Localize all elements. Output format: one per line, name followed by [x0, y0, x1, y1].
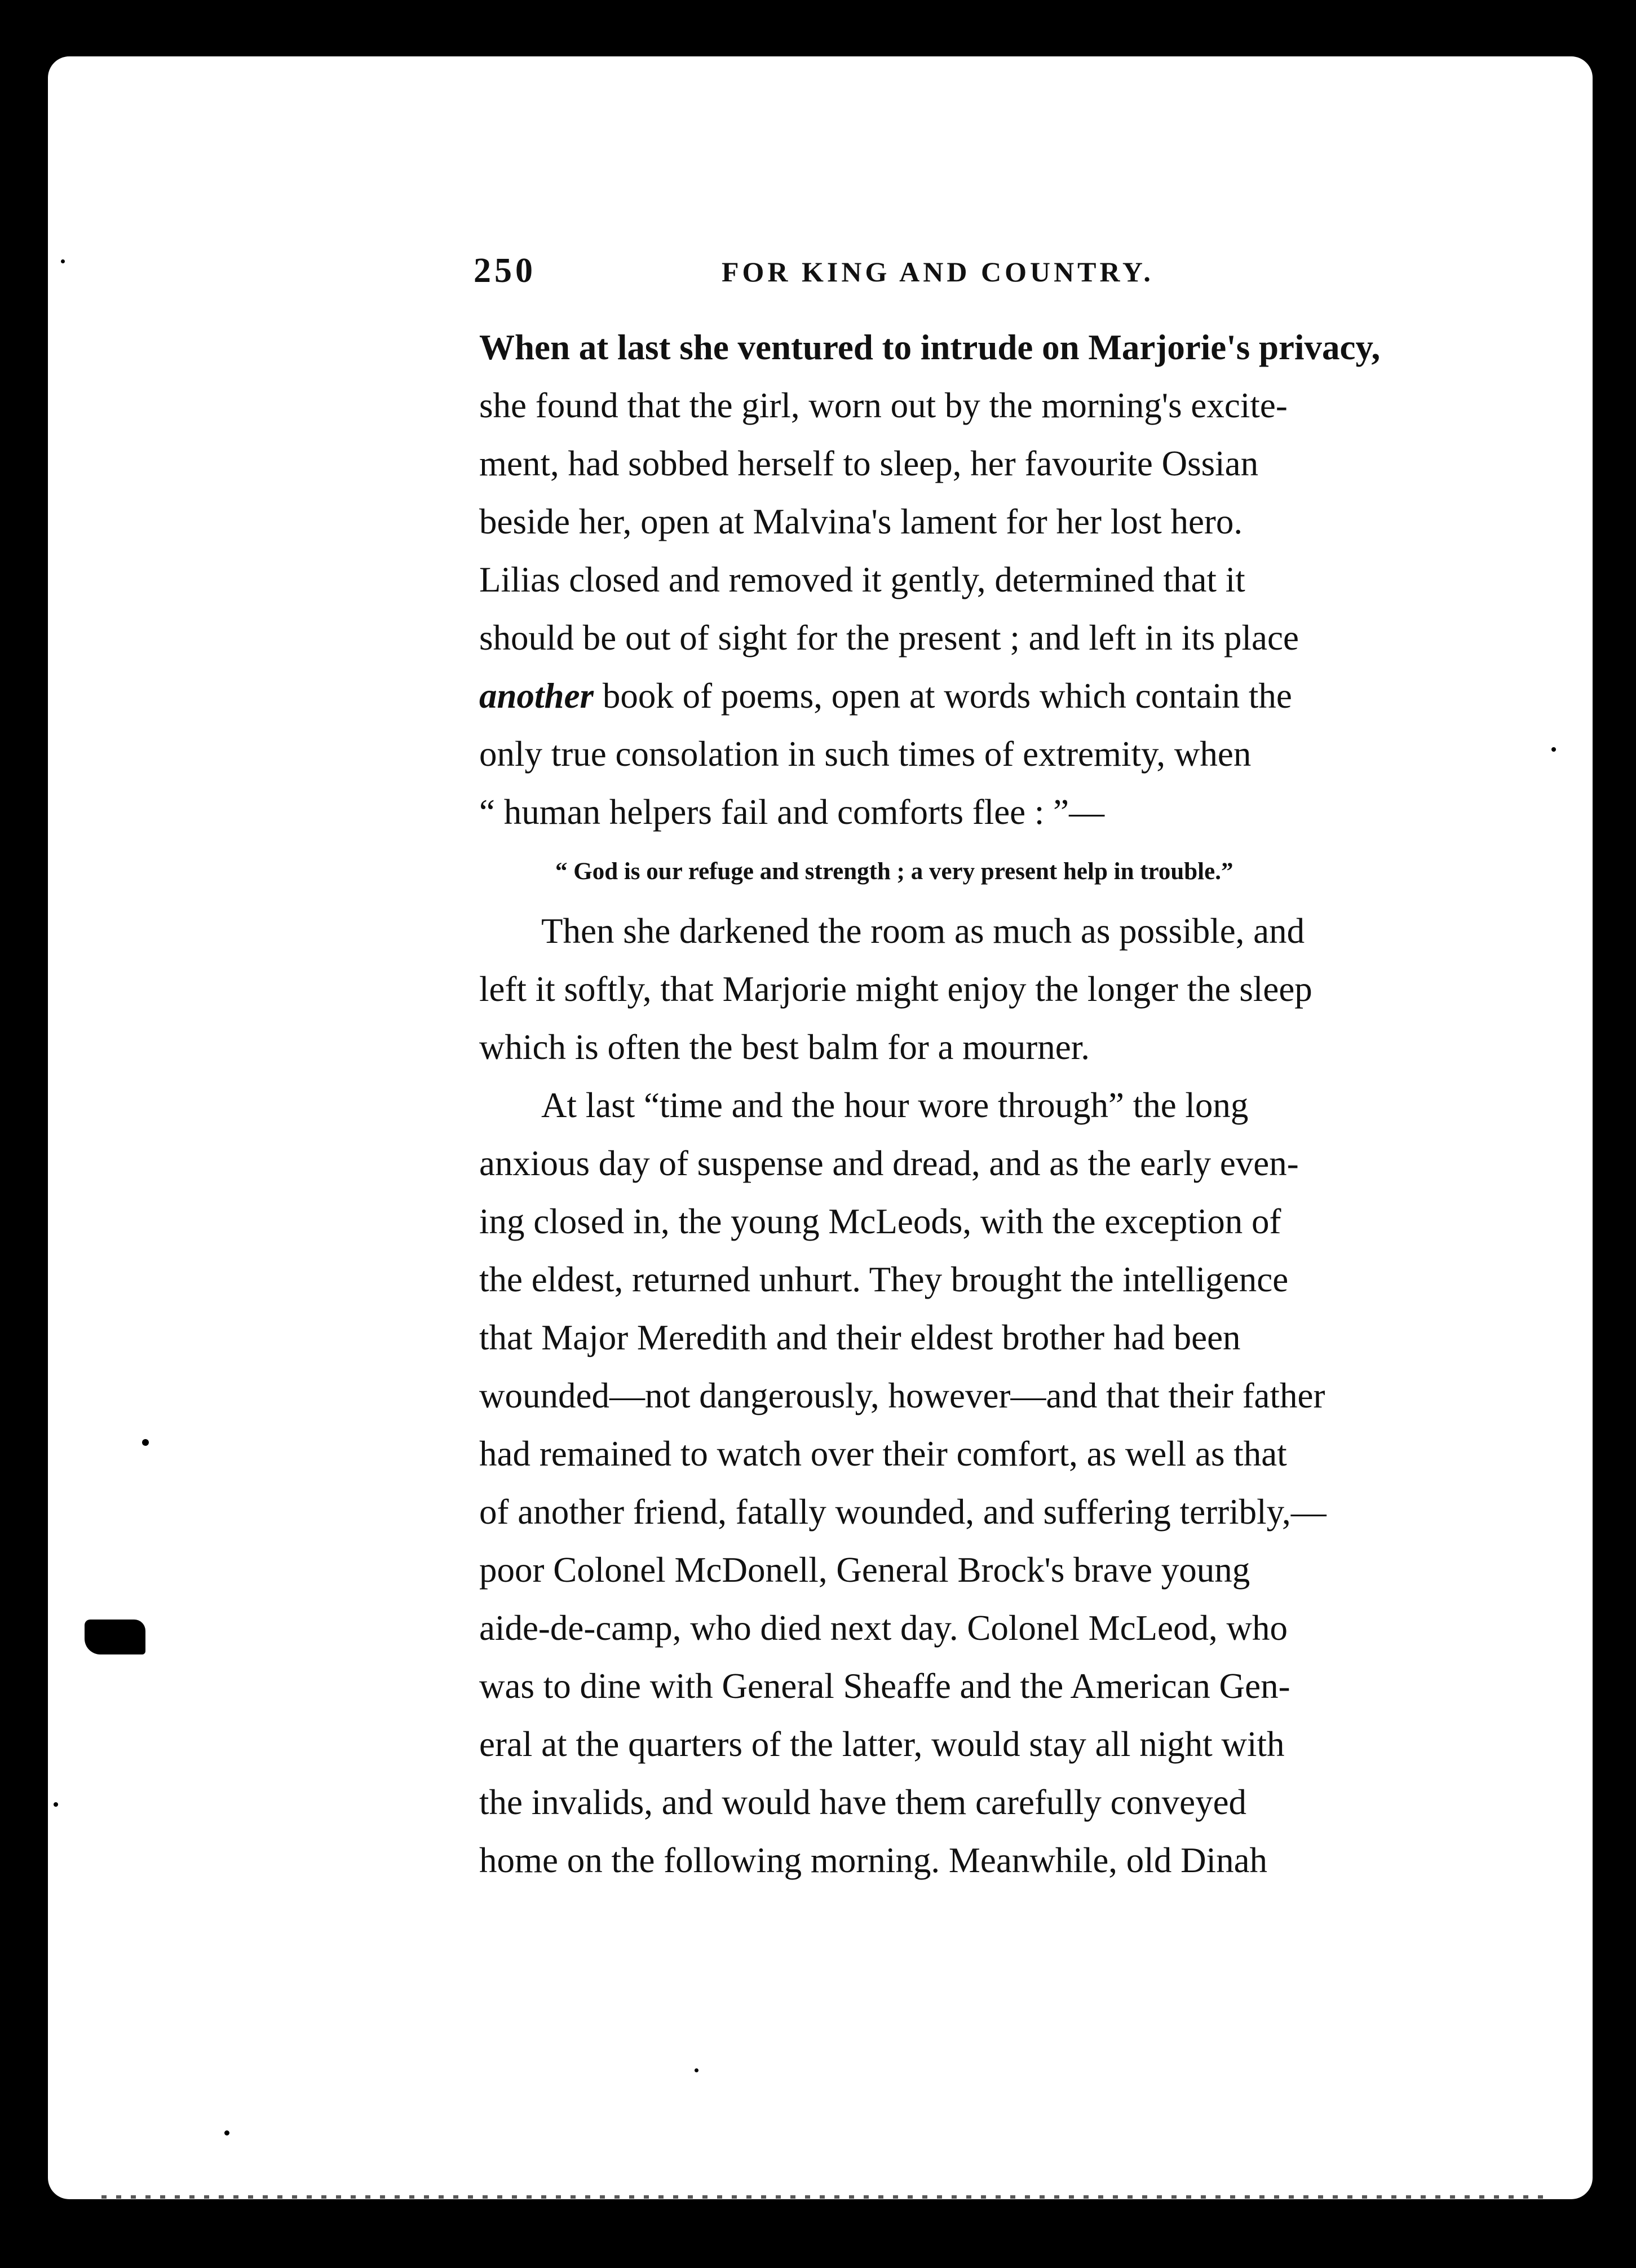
- text-line-25: the invalids, and would have them carefully conveyed: [479, 1782, 1247, 1822]
- running-title: FOR KING AND COUNTRY.: [722, 256, 1154, 288]
- line-7-rest: book of poems, open at words which contain the: [602, 676, 1292, 716]
- ink-speck: [61, 259, 65, 263]
- top-edge-noise: [79, 52, 1545, 55]
- running-header: [474, 251, 1285, 296]
- text-line-6: should be out of sight for the present ; and left in its place: [479, 618, 1299, 658]
- text-line-17: that Major Meredith and their eldest brother had been: [479, 1318, 1241, 1357]
- text-line-20: of another friend, fatally wounded, and suffering terribly,—: [479, 1492, 1327, 1532]
- text-line-8: only true consolation in such times of extremity, when: [479, 734, 1252, 774]
- scripture-quote: “ God is our refuge and strength ; a very present help in trouble.”: [555, 858, 1233, 885]
- text-line-9: “ human helpers fail and comforts flee : ”—: [479, 792, 1105, 832]
- text-line-3: ment, had sobbed herself to sleep, her favourite Ossian: [479, 444, 1259, 483]
- text-line-19: had remained to watch over their comfort, as well as that: [479, 1434, 1287, 1473]
- text-line-23: was to dine with General Sheaffe and the American Gen-: [479, 1666, 1290, 1706]
- text-line-22: aide-de-camp, who died next day. Colonel McLeod, who: [479, 1608, 1288, 1648]
- text-line-12: which is often the best balm for a mourner.: [479, 1027, 1090, 1067]
- text-line-13: At last “time and the hour wore through” the long: [541, 1086, 1249, 1125]
- text-line-26: home on the following morning. Meanwhile, old Dinah: [479, 1841, 1268, 1880]
- text-line-5: Lilias closed and removed it gently, determined that it: [479, 560, 1245, 599]
- text-line-16: the eldest, returned unhurt. They brought the intelligence: [479, 1260, 1289, 1299]
- text-line-21: poor Colonel McDonell, General Brock's brave young: [479, 1550, 1250, 1590]
- text-line-2: she found that the girl, worn out by the morning's excite-: [479, 386, 1288, 425]
- ink-speck: [695, 2068, 698, 2072]
- text-line-14: anxious day of suspense and dread, and as the early even-: [479, 1144, 1299, 1183]
- bottom-edge-noise: [101, 2195, 1545, 2199]
- ink-speck: [142, 1439, 149, 1446]
- ink-speck: [1551, 747, 1556, 752]
- text-line-1: When at last she ventured to intrude on Marjorie's privacy,: [479, 328, 1381, 367]
- page-number: 250: [474, 251, 536, 290]
- text-line-4: beside her, open at Malvina's lament for her lost hero.: [479, 502, 1243, 541]
- text-line-7: [479, 678, 1522, 714]
- text-line-11: left it softly, that Marjorie might enjoy the longer the sleep: [479, 969, 1312, 1009]
- ink-speck: [224, 2130, 229, 2135]
- ink-speck: [54, 1802, 58, 1807]
- text-line-10: Then she darkened the room as much as possible, and: [541, 911, 1305, 951]
- emphasis-word: another: [479, 676, 594, 716]
- text-line-15: ing closed in, the young McLeods, with the exception of: [479, 1202, 1281, 1241]
- text-line-24: eral at the quarters of the latter, would stay all night with: [479, 1724, 1285, 1764]
- text-line-18: wounded—not dangerously, however—and that their father: [479, 1376, 1325, 1415]
- page-tab-mark: [85, 1620, 145, 1654]
